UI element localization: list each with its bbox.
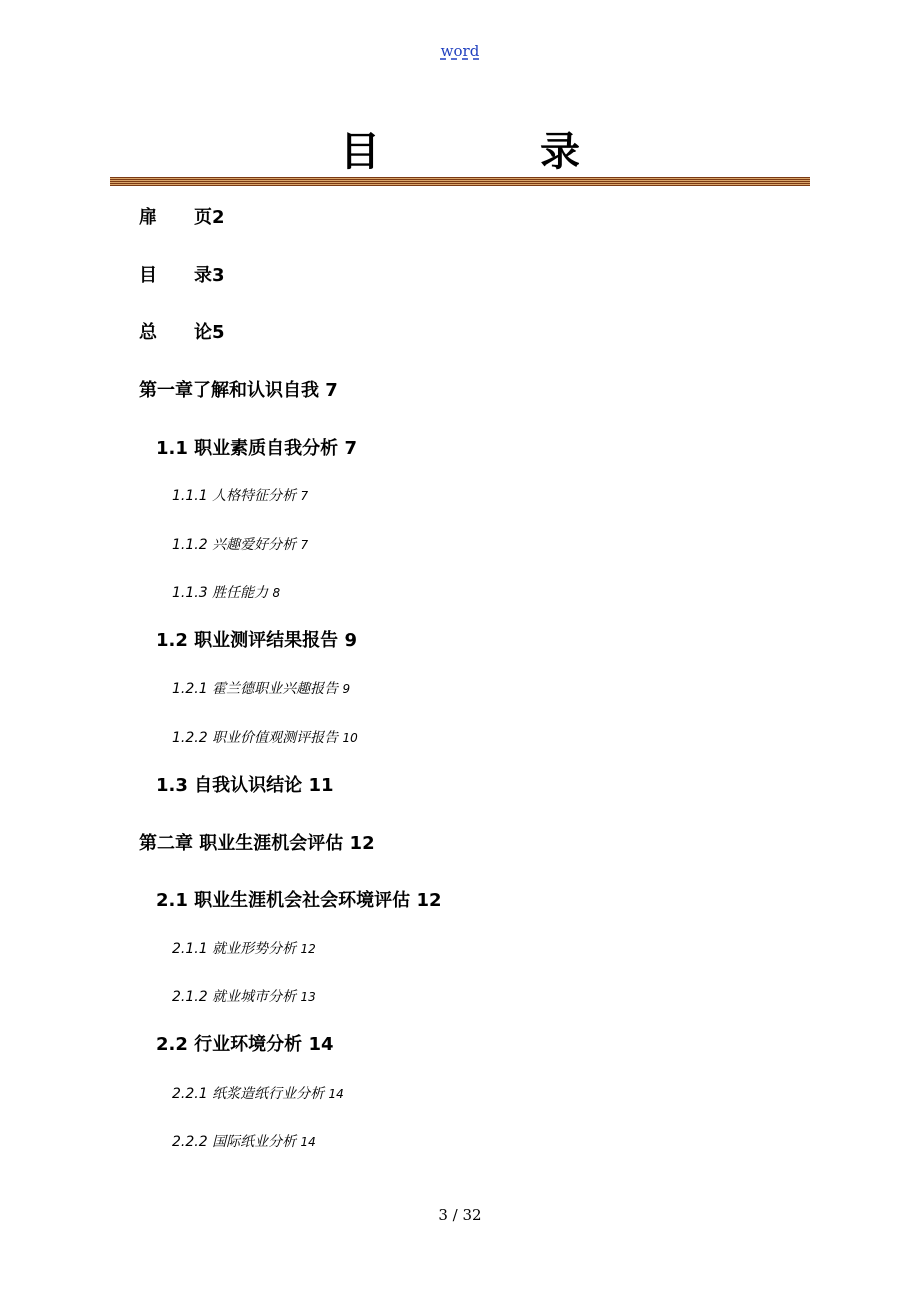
- toc-label: 1.3 自我认识结论: [156, 775, 303, 796]
- toc-page-number: 7: [300, 538, 309, 552]
- toc-entry-2-2[interactable]: [156, 1033, 334, 1057]
- toc-entry-1-2-1[interactable]: [172, 677, 350, 701]
- toc-entry-chapter-2[interactable]: [139, 832, 375, 856]
- toc-page-number: 13: [300, 990, 316, 1004]
- toc-label: 1.2.2 职业价值观测评报告: [172, 730, 339, 746]
- toc-page-number: 10: [342, 731, 358, 745]
- toc-label: 2.1.2 就业城市分析: [172, 989, 297, 1005]
- toc-page-number: 7: [344, 438, 357, 459]
- toc-label: 页: [194, 207, 212, 228]
- toc-label: 1.1.2 兴趣爱好分析: [172, 537, 297, 553]
- toc-entry-1-1-1[interactable]: [172, 484, 308, 508]
- toc-entry-2-2-2[interactable]: [172, 1130, 316, 1154]
- toc-label: 录: [194, 265, 212, 286]
- toc-page-number: 9: [342, 682, 351, 696]
- toc-label: 2.2.1 纸浆造纸行业分析: [172, 1086, 325, 1102]
- toc-page-number: 14: [300, 1135, 316, 1149]
- toc-label: 论: [194, 322, 212, 343]
- header-word-link[interactable]: [0, 42, 920, 60]
- toc-label: 2.1.1 就业形势分析: [172, 941, 297, 957]
- toc-title: 目 录: [340, 129, 640, 175]
- toc-page-number: 11: [308, 775, 334, 796]
- toc-entry-cover[interactable]: [139, 206, 225, 230]
- title-divider: [110, 177, 810, 186]
- toc-entry-2-2-1[interactable]: [172, 1082, 344, 1106]
- toc-page-number: 7: [325, 380, 338, 401]
- toc-page-number: 5: [212, 322, 225, 343]
- toc-entry-contents[interactable]: [139, 264, 225, 288]
- toc-label: 1.1 职业素质自我分析: [156, 438, 339, 459]
- toc-page-number: 8: [272, 586, 281, 600]
- toc-page-number: 2: [212, 207, 225, 228]
- toc-page-number: 9: [344, 630, 357, 651]
- toc-label: 2.1 职业生涯机会社会环境评估: [156, 890, 411, 911]
- page-number-footer: 3 / 32: [438, 1206, 482, 1224]
- toc-entry-1-1[interactable]: [156, 437, 357, 461]
- toc-page-number: 14: [328, 1087, 344, 1101]
- toc-page-number: 12: [300, 942, 316, 956]
- toc-page-number: 12: [349, 833, 375, 854]
- toc-entry-1-1-2[interactable]: [172, 533, 308, 557]
- toc-label: 总: [139, 322, 157, 343]
- toc-page-number: 14: [308, 1034, 334, 1055]
- toc-label: 扉: [139, 207, 157, 228]
- toc-entry-2-1-1[interactable]: [172, 937, 316, 961]
- toc-label: 第二章 职业生涯机会评估: [139, 833, 344, 854]
- toc-entry-chapter-1[interactable]: [139, 379, 338, 403]
- toc-entry-1-2-2[interactable]: [172, 726, 358, 750]
- toc-label: 1.2 职业测评结果报告: [156, 630, 339, 651]
- toc-entry-overview[interactable]: [139, 321, 225, 345]
- toc-label: 2.2.2 国际纸业分析: [172, 1134, 297, 1150]
- toc-page-number: 12: [416, 890, 442, 911]
- toc-entry-1-2[interactable]: [156, 629, 357, 653]
- toc-entry-1-1-3[interactable]: [172, 581, 280, 605]
- toc-page-number: 3: [212, 265, 225, 286]
- toc-label: 1.1.1 人格特征分析: [172, 488, 297, 504]
- toc-label: 目: [139, 265, 157, 286]
- toc-label: 1.2.1 霍兰德职业兴趣报告: [172, 681, 339, 697]
- toc-entry-1-3[interactable]: [156, 774, 334, 798]
- toc-page-number: 7: [300, 489, 309, 503]
- toc-label: 2.2 行业环境分析: [156, 1034, 303, 1055]
- toc-label: 1.1.3 胜任能力: [172, 585, 269, 601]
- toc-entry-2-1-2[interactable]: [172, 985, 316, 1009]
- toc-label: 第一章了解和认识自我: [139, 380, 319, 401]
- header-link-text: word: [440, 42, 480, 60]
- toc-entry-2-1[interactable]: [156, 889, 442, 913]
